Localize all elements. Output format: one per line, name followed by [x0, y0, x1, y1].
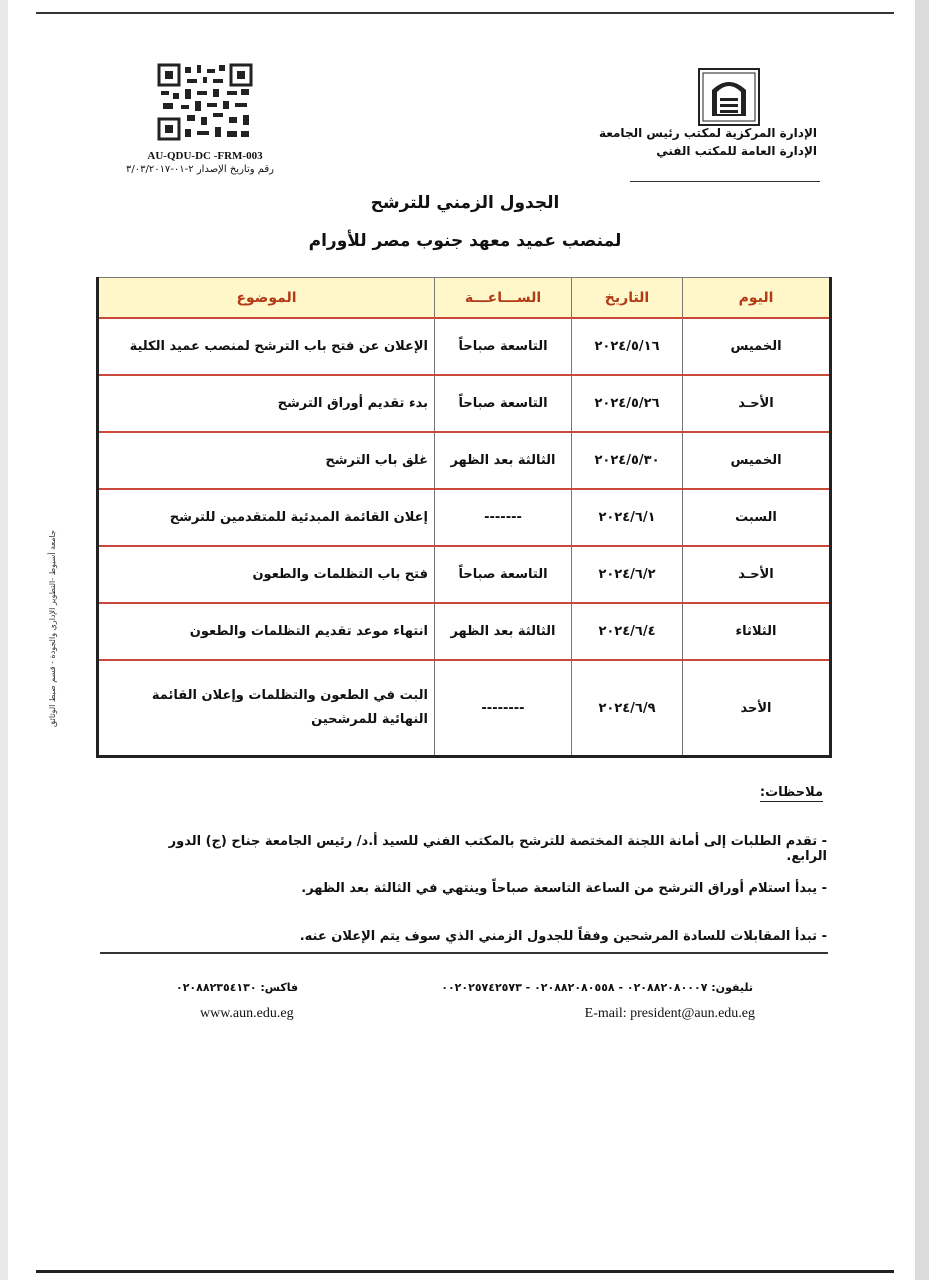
cell-time: -------- — [435, 660, 572, 757]
table-row — [98, 546, 831, 603]
cell-day: الأحد — [683, 660, 831, 757]
note-item: - يبدأ استلام أوراق الترشح من الساعة التاسعة صباحاً وينتهي في الثالثة بعد الظهر. — [301, 881, 827, 896]
header-time: الســـاعـــة — [435, 278, 572, 319]
footer-rule — [100, 952, 828, 954]
cell-topic-line-2: النهائية للمرشحين — [311, 712, 428, 727]
cell-topic: فتح باب التظلمات والطعون — [98, 546, 435, 603]
table-row — [98, 489, 831, 546]
footer-email: E-mail: president@aun.edu.eg — [584, 1006, 755, 1021]
qr-code-icon — [157, 63, 253, 141]
cell-time: التاسعة صباحاً — [435, 375, 572, 432]
table-header-row — [98, 278, 831, 319]
cell-time: التاسعة صباحاً — [435, 318, 572, 375]
document-title: الجدول الزمني للترشح — [370, 193, 560, 213]
cell-date: ٢٠٢٤/٦/٩ — [572, 660, 683, 757]
cell-day: الثلاثاء — [683, 603, 831, 660]
header-day: اليوم — [683, 278, 831, 319]
scan-edge-right — [915, 0, 929, 1280]
cell-date: ٢٠٢٤/٥/٣٠ — [572, 432, 683, 489]
cell-date: ٢٠٢٤/٦/٢ — [572, 546, 683, 603]
bottom-rule — [36, 1270, 894, 1273]
cell-day: الخميس — [683, 432, 831, 489]
footer-fax: فاكس: ٠٢٠٨٨٢٣٥٤١٣٠ — [176, 981, 299, 994]
cell-time: الثالثة بعد الظهر — [435, 603, 572, 660]
cell-topic: بدء تقديم أوراق الترشح — [98, 375, 435, 432]
footer-phone: تليفون: ٠٢٠٨٨٢٠٨٠٠٠٧ - ٠٢٠٨٨٢٠٨٠٥٥٨ - ٠٠٢٠٢٥٧٤٢٥٧٣ — [441, 981, 753, 994]
cell-day: السبت — [683, 489, 831, 546]
cell-topic-line-1: البت في الطعون والتظلمات وإعلان القائمة — [151, 688, 428, 703]
top-rule — [36, 12, 894, 14]
footer-website: www.aun.edu.eg — [200, 1006, 294, 1021]
header-rule — [630, 181, 820, 182]
issuing-office — [557, 124, 817, 160]
issue-date: رقم وتاريخ الإصدار ٢-٠١-٣/٠٣/٢٠١٧ — [125, 164, 275, 175]
table-row — [98, 432, 831, 489]
note-item: - تبدأ المقابلات للسادة المرشحين وفقاً للجدول الزمني الذي سوف يتم الإعلان عنه. — [299, 929, 827, 944]
cell-topic: الإعلان عن فتح باب الترشح لمنصب عميد الكلية — [98, 318, 435, 375]
schedule-table — [96, 277, 832, 758]
notes-heading: ملاحظات: — [759, 785, 823, 800]
cell-day: الأحـد — [683, 546, 831, 603]
form-code: AU-QDU-DC -FRM-003 — [147, 150, 263, 162]
cell-date: ٢٠٢٤/٥/١٦ — [572, 318, 683, 375]
cell-date: ٢٠٢٤/٥/٢٦ — [572, 375, 683, 432]
cell-day: الخميس — [683, 318, 831, 375]
cell-topic — [98, 660, 435, 757]
document-subtitle: لمنصب عميد معهد جنوب مصر للأورام — [308, 231, 622, 251]
university-logo-icon — [698, 68, 760, 126]
note-item: - تقدم الطلبات إلى أمانة اللجنة المختصة للترشح بالمكتب الفني للسيد أ.د/ رئيس الجامعة جناح (ج) الدور الرابع. — [168, 834, 827, 864]
cell-time: التاسعة صباحاً — [435, 546, 572, 603]
table-row — [98, 375, 831, 432]
cell-topic: غلق باب الترشح — [98, 432, 435, 489]
cell-topic: انتهاء موعد تقديم التظلمات والطعون — [98, 603, 435, 660]
cell-time: ------- — [435, 489, 572, 546]
cell-topic: إعلان القائمة المبدئية للمتقدمين للترشح — [98, 489, 435, 546]
cell-date: ٢٠٢٤/٦/٤ — [572, 603, 683, 660]
side-margin-text: جامعة أسيوط -التطوير الإداري والجودة - قسم ضبط الوثائق — [48, 530, 57, 727]
header-topic: الموضوع — [98, 278, 435, 319]
table-row — [98, 660, 831, 757]
header-date: التاريخ — [572, 278, 683, 319]
scan-edge-left — [0, 0, 8, 1280]
cell-time: الثالثة بعد الظهر — [435, 432, 572, 489]
cell-day: الأحـد — [683, 375, 831, 432]
table-row — [98, 318, 831, 375]
cell-date: ٢٠٢٤/٦/١ — [572, 489, 683, 546]
admin-line-2: الإدارة العامة للمكتب الفني — [656, 144, 817, 158]
table-row — [98, 603, 831, 660]
admin-line-1: الإدارة المركزية لمكتب رئيس الجامعة — [598, 126, 817, 140]
